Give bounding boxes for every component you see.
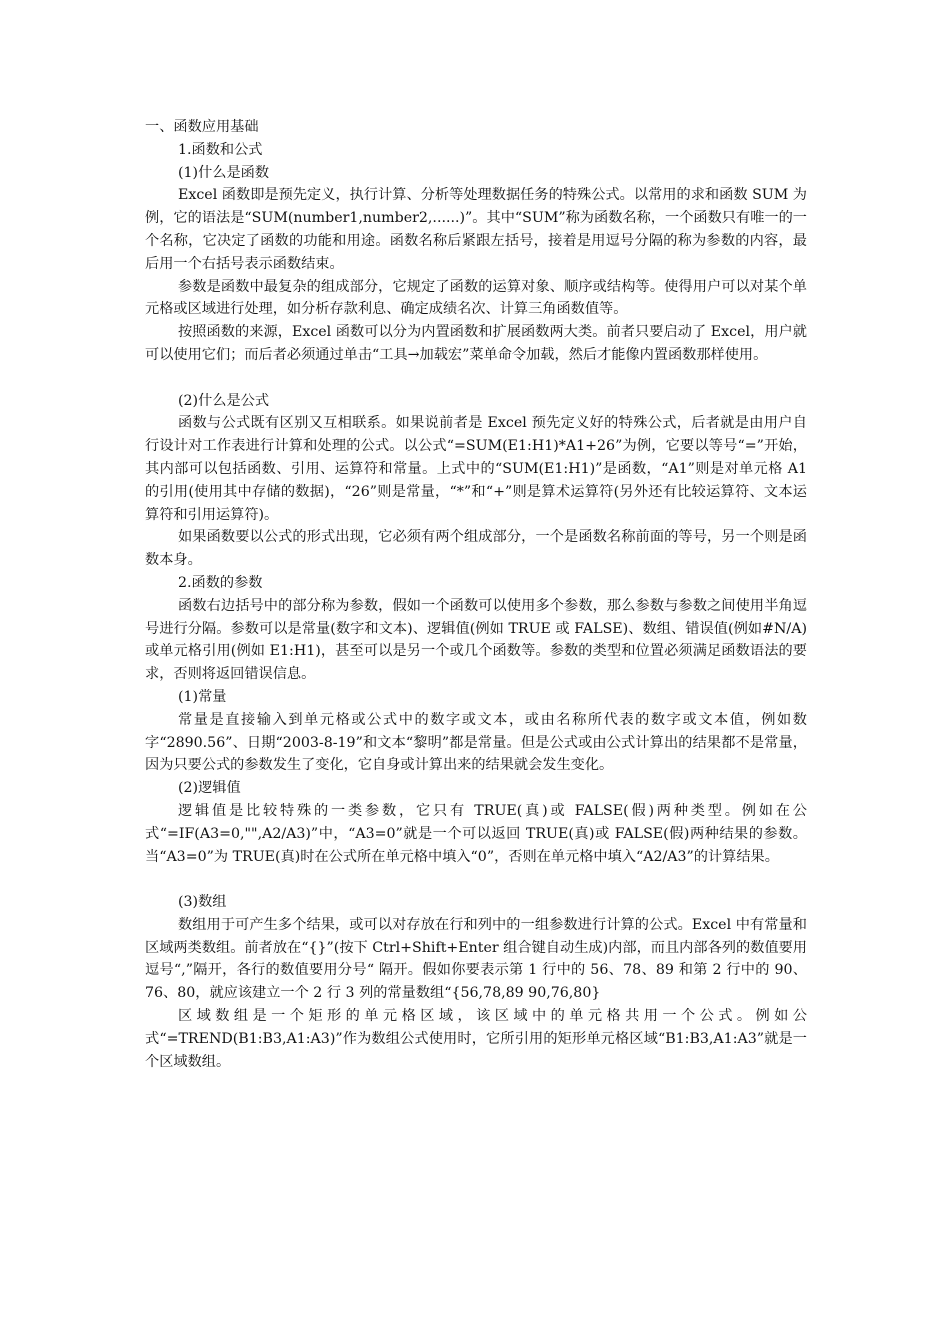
blank-line <box>145 868 807 891</box>
heading-what-is-formula: (2)什么是公式 <box>178 392 270 409</box>
subsection-title-functions-formulas: 1.函数和公式 <box>178 141 263 158</box>
paragraph: 区域数组是一个矩形的单元格区域，该区域中的单元格共用一个公式。例如公式“=TREND(B1:B3,A1:A3)”作为数组公式使用时，它所引用的矩形单元格区域“B1:B3,A1:A3”就是一个区域数组。 <box>145 1008 807 1070</box>
paragraph: 数组用于可产生多个结果，或可以对存放在行和列中的一组参数进行计算的公式。Excel 中有常量和区域两类数组。前者放在“{}”(按下 Ctrl+Shift+Enter 组合键自动生成)内部，而且内部各列的数值要用逗号“,”隔开，各行的数值要用分号“ 隔开。假如你要表示第 1 行中的 56、78、89 和第 2 行中的 90、76、80，就应该建立一个 2 行 3 列的常量数组“{56,78,89 90,76,80} <box>145 916 807 1002</box>
paragraph: Excel 函数即是预先定义，执行计算、分析等处理数据任务的特殊公式。以常用的求和函数 SUM 为例，它的语法是“SUM(number1,number2,......)”。其中“SUM”称为函数名称，一个函数只有唯一的一个名称，它决定了函数的功能和用途。函数名称后紧跟左括号，接着是用逗号分隔的称为参数的内容，最后用一个右括号表示函数结束。 <box>145 187 807 272</box>
paragraph: 逻辑值是比较特殊的一类参数，它只有 TRUE(真)或 FALSE(假)两种类型。例如在公式“=IF(A3=0,"",A2/A3)”中，“A3=0”就是一个可以返回 TRUE(真)或 FALSE(假)两种结果的参数。当“A3=0”为 TRUE(真)时在公式所在单元格中填入“0”，否则在单元格中填入“A2/A3”的计算结果。 <box>145 802 807 865</box>
paragraph: 参数是函数中最复杂的组成部分，它规定了函数的运算对象、顺序或结构等。使得用户可以对某个单元格或区域进行处理，如分析存款利息、确定成绩名次、计算三角函数值等。 <box>145 278 807 318</box>
heading-logical-values: (2)逻辑值 <box>178 780 241 797</box>
section-title: 一、函数应用基础 <box>145 119 259 135</box>
paragraph: 函数与公式既有区别又互相联系。如果说前者是 Excel 预先定义好的特殊公式，后者就是由用户自行设计对工作表进行计算和处理的公式。以公式“=SUM(E1:H1)*A1+26”为例，它要以等号“=”开始，其内部可以包括函数、引用、运算符和常量。上式中的“SUM(E1:H1)”是函数，“A1”则是对单元格 A1 的引用(使用其中存储的数据)，“26”则是常量，“*”和“+”则是算术运算符(另外还有比较运算符、文本运算符和引用运算符)。 <box>145 415 807 523</box>
subsection-title-arguments: 2.函数的参数 <box>178 574 263 591</box>
paragraph: 函数右边括号中的部分称为参数，假如一个函数可以使用多个参数，那么参数与参数之间使用半角逗号进行分隔。参数可以是常量(数字和文本)、逻辑值(例如 TRUE 或 FALSE)、数组、错误值(例如#N/A)或单元格引用(例如 E1:H1)，甚至可以是另一个或几个函数等。参数的类型和位置必须满足函数语法的要求，否则将返回错误信息。 <box>145 597 807 683</box>
blank-line <box>145 367 807 390</box>
heading-arrays: (3)数组 <box>178 894 227 911</box>
heading-what-is-function: (1)什么是函数 <box>178 164 270 181</box>
paragraph: 如果函数要以公式的形式出现，它必须有两个组成部分，一个是函数名称前面的等号，另一个则是函数本身。 <box>145 529 807 569</box>
document-page <box>145 116 807 1073</box>
heading-constants: (1)常量 <box>178 688 227 705</box>
paragraph: 常量是直接输入到单元格或公式中的数字或文本，或由名称所代表的数字或文本值，例如数字“2890.56”、日期“2003-8-19”和文本“黎明”都是常量。但是公式或由公式计算出的结果都不是常量，因为只要公式的参数发生了变化，它自身或计算出来的结果就会发生变化。 <box>145 711 807 774</box>
paragraph: 按照函数的来源，Excel 函数可以分为内置函数和扩展函数两大类。前者只要启动了 Excel，用户就可以使用它们；而后者必须通过单击“工具→加载宏”菜单命令加载，然后才能像内置函数那样使用。 <box>145 324 807 363</box>
